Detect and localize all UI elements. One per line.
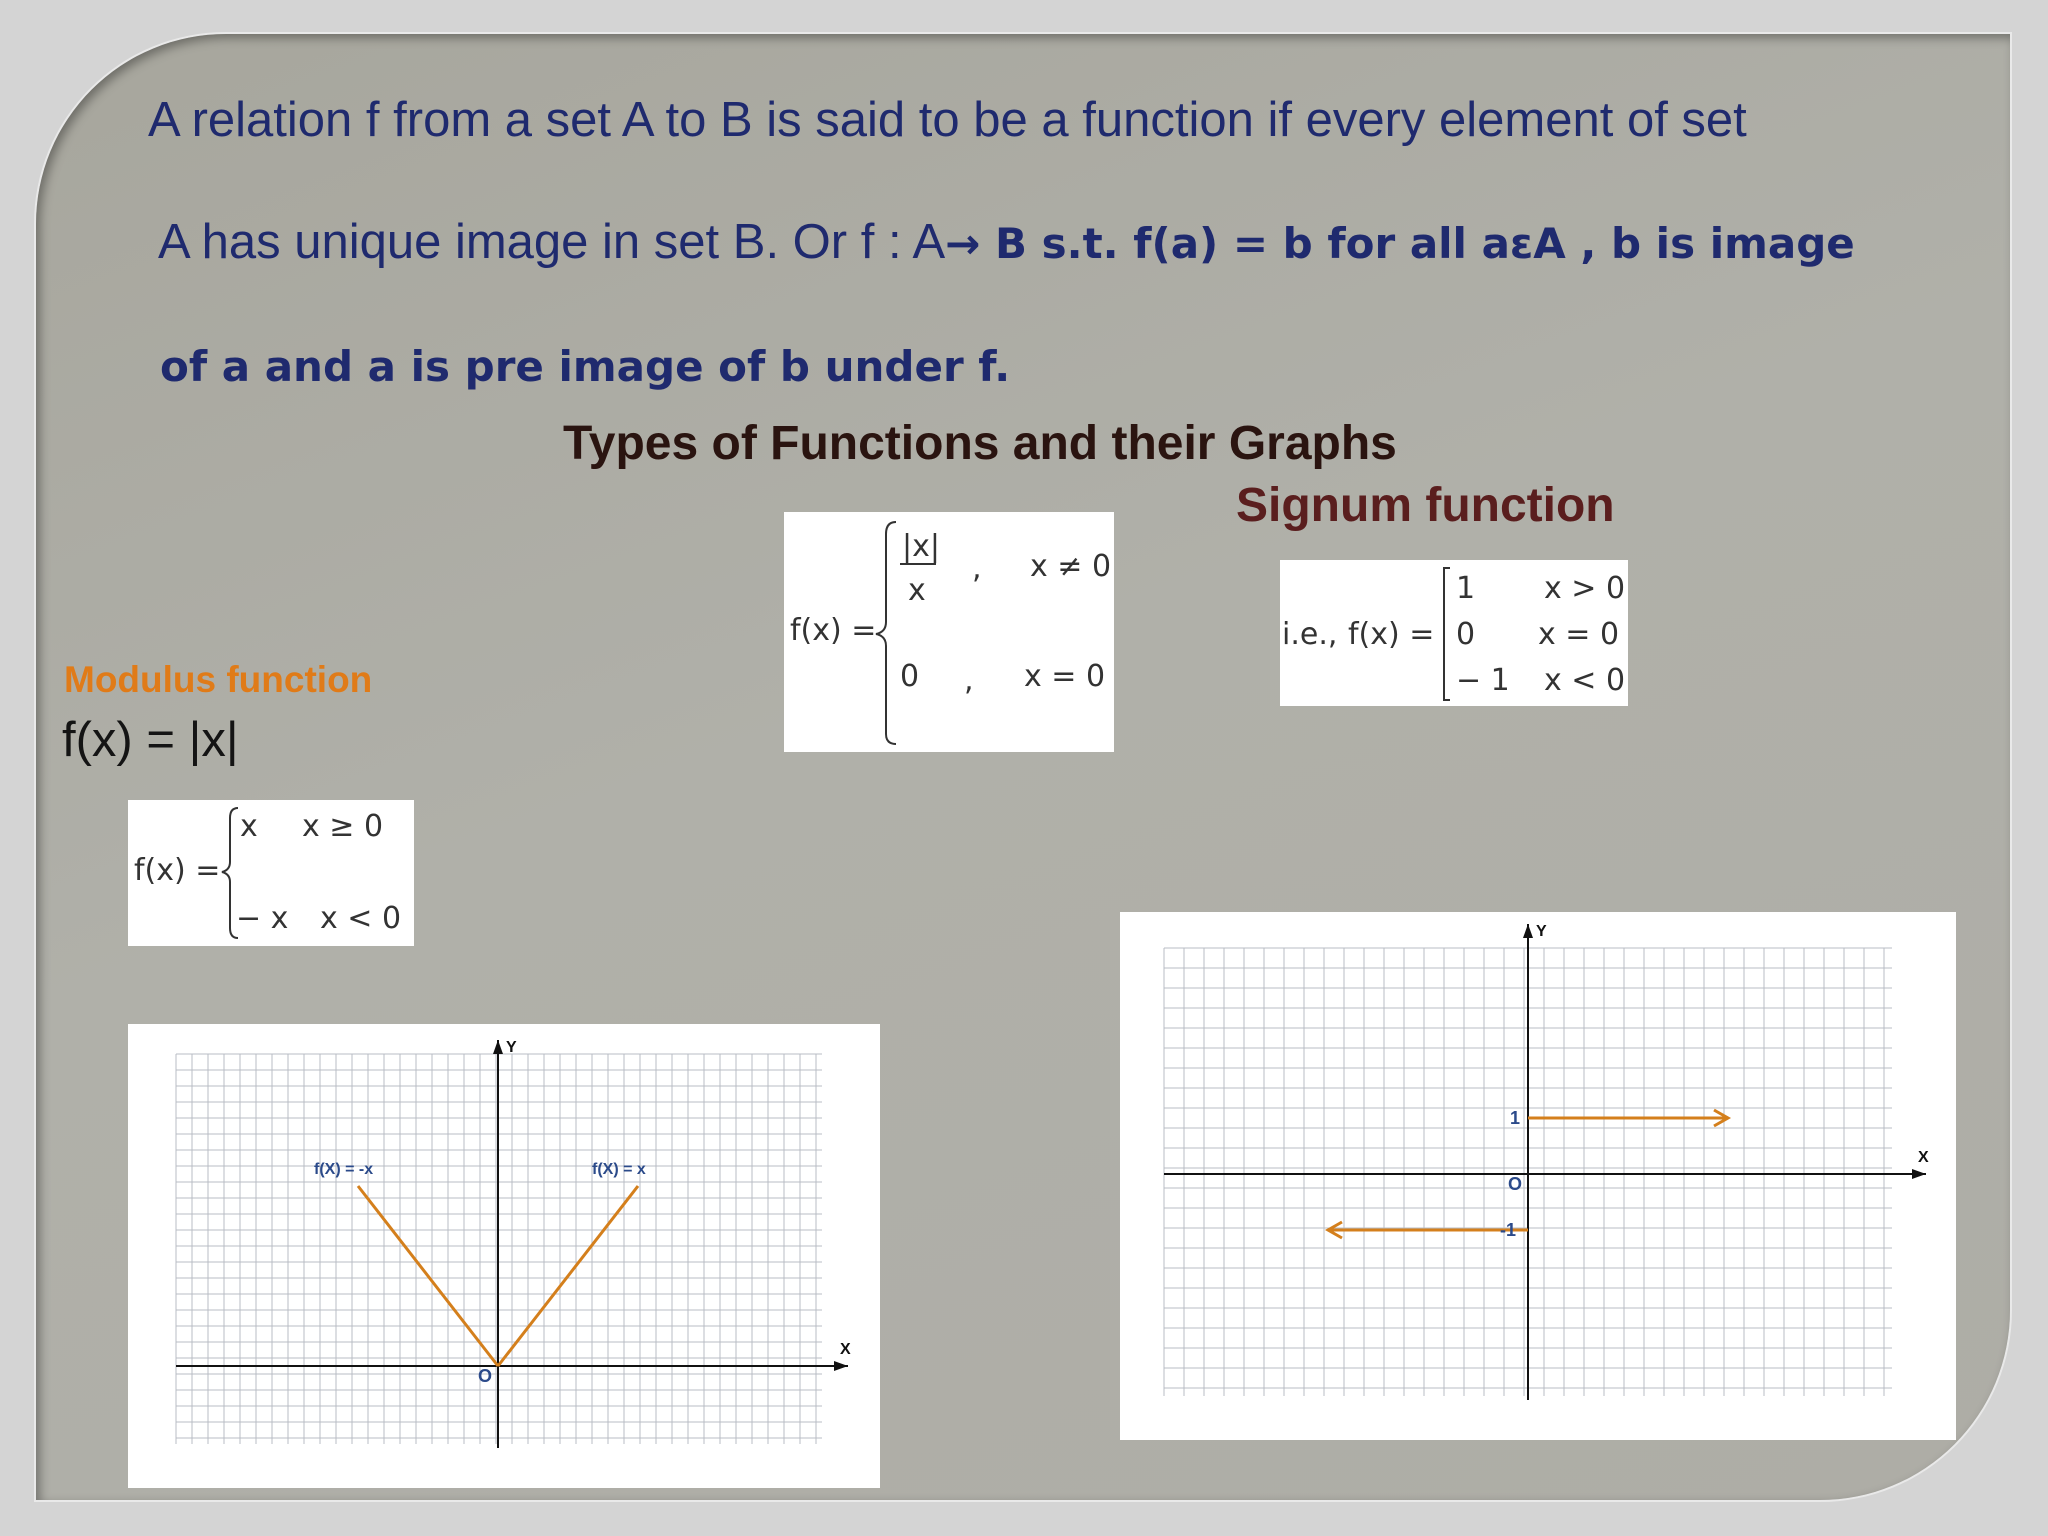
y-tick-label: -1 [1500,1220,1517,1240]
signum-definition-box [784,512,1114,752]
intro-line-2a: A has unique image in set B. Or f : A [158,215,946,269]
series-annotation: f(X) = -x [314,1161,374,1178]
x-axis-arrow [834,1361,848,1371]
signum-ie-row3-val: − 1 [1456,663,1510,698]
modulus-graph [128,1024,880,1488]
signum-ie-row2-val: 0 [1456,617,1476,652]
origin-label: O [1508,1174,1523,1194]
signum-def-case1-sep: , [972,551,982,586]
signum-ie-row1-val: 1 [1456,571,1476,606]
modulus-def-row1-val: x [240,809,258,844]
modulus-def-row2-cond: x < 0 [320,901,402,936]
modulus-graph-box [128,1024,880,1488]
section-heading: Types of Functions and their Graphs [563,417,1397,470]
intro-line-1: A relation f from a set A to B is said to be a function if every element of set [148,93,1747,147]
signum-ie-row3-cond: x < 0 [1544,663,1626,698]
intro-line-3: of a and a is pre image of b under f. [160,342,1011,391]
signum-def-lhs: f(x) = [790,613,877,648]
signum-ie-box [1280,560,1628,706]
series-annotation: f(X) = x [592,1161,646,1178]
modulus-title: Modulus function [64,659,373,700]
y-axis-label: Y [506,1039,517,1056]
modulus-def-row2-val: − x [236,901,289,936]
intro-line-2 [158,214,1855,270]
x-axis-arrow [1912,1169,1926,1179]
signum-title: Signum function [1236,479,1615,532]
signum-ie-row2-cond: x = 0 [1538,617,1620,652]
modulus-def-lhs: f(x) = [134,853,221,888]
signum-def-case1-den: x [908,573,926,608]
signum-ie-label: i.e., [1282,617,1338,652]
y-axis-label: Y [1536,923,1547,940]
series-line-neg-x [358,1186,498,1366]
signum-ie-lhs: f(x) = [1348,617,1435,652]
x-axis-label: X [1918,1149,1929,1166]
intro-line-2b: → B s.t. f(a) = b for all aεA , b is image [945,219,1855,268]
signum-graph-box [1120,912,1956,1440]
origin-label: O [478,1366,493,1386]
modulus-definition-box [128,800,414,946]
modulus-def-row1-cond: x ≥ 0 [302,809,384,844]
y-axis-arrow [493,1040,503,1054]
modulus-formula: f(x) = |x| [62,713,239,767]
signum-def-case1-num: |x| [902,529,940,564]
signum-graph [1120,912,1956,1440]
y-axis-arrow [1523,924,1533,938]
signum-def-case2-sep: , [964,663,974,698]
signum-def-case2-expr: 0 [900,659,920,694]
signum-ie-row1-cond: x > 0 [1544,571,1626,606]
x-axis-label: X [840,1341,851,1358]
signum-def-case1-cond: x ≠ 0 [1030,549,1112,584]
signum-def-case2-cond: x = 0 [1024,659,1106,694]
series-line-pos-x [498,1186,638,1366]
y-tick-label: 1 [1510,1108,1521,1128]
